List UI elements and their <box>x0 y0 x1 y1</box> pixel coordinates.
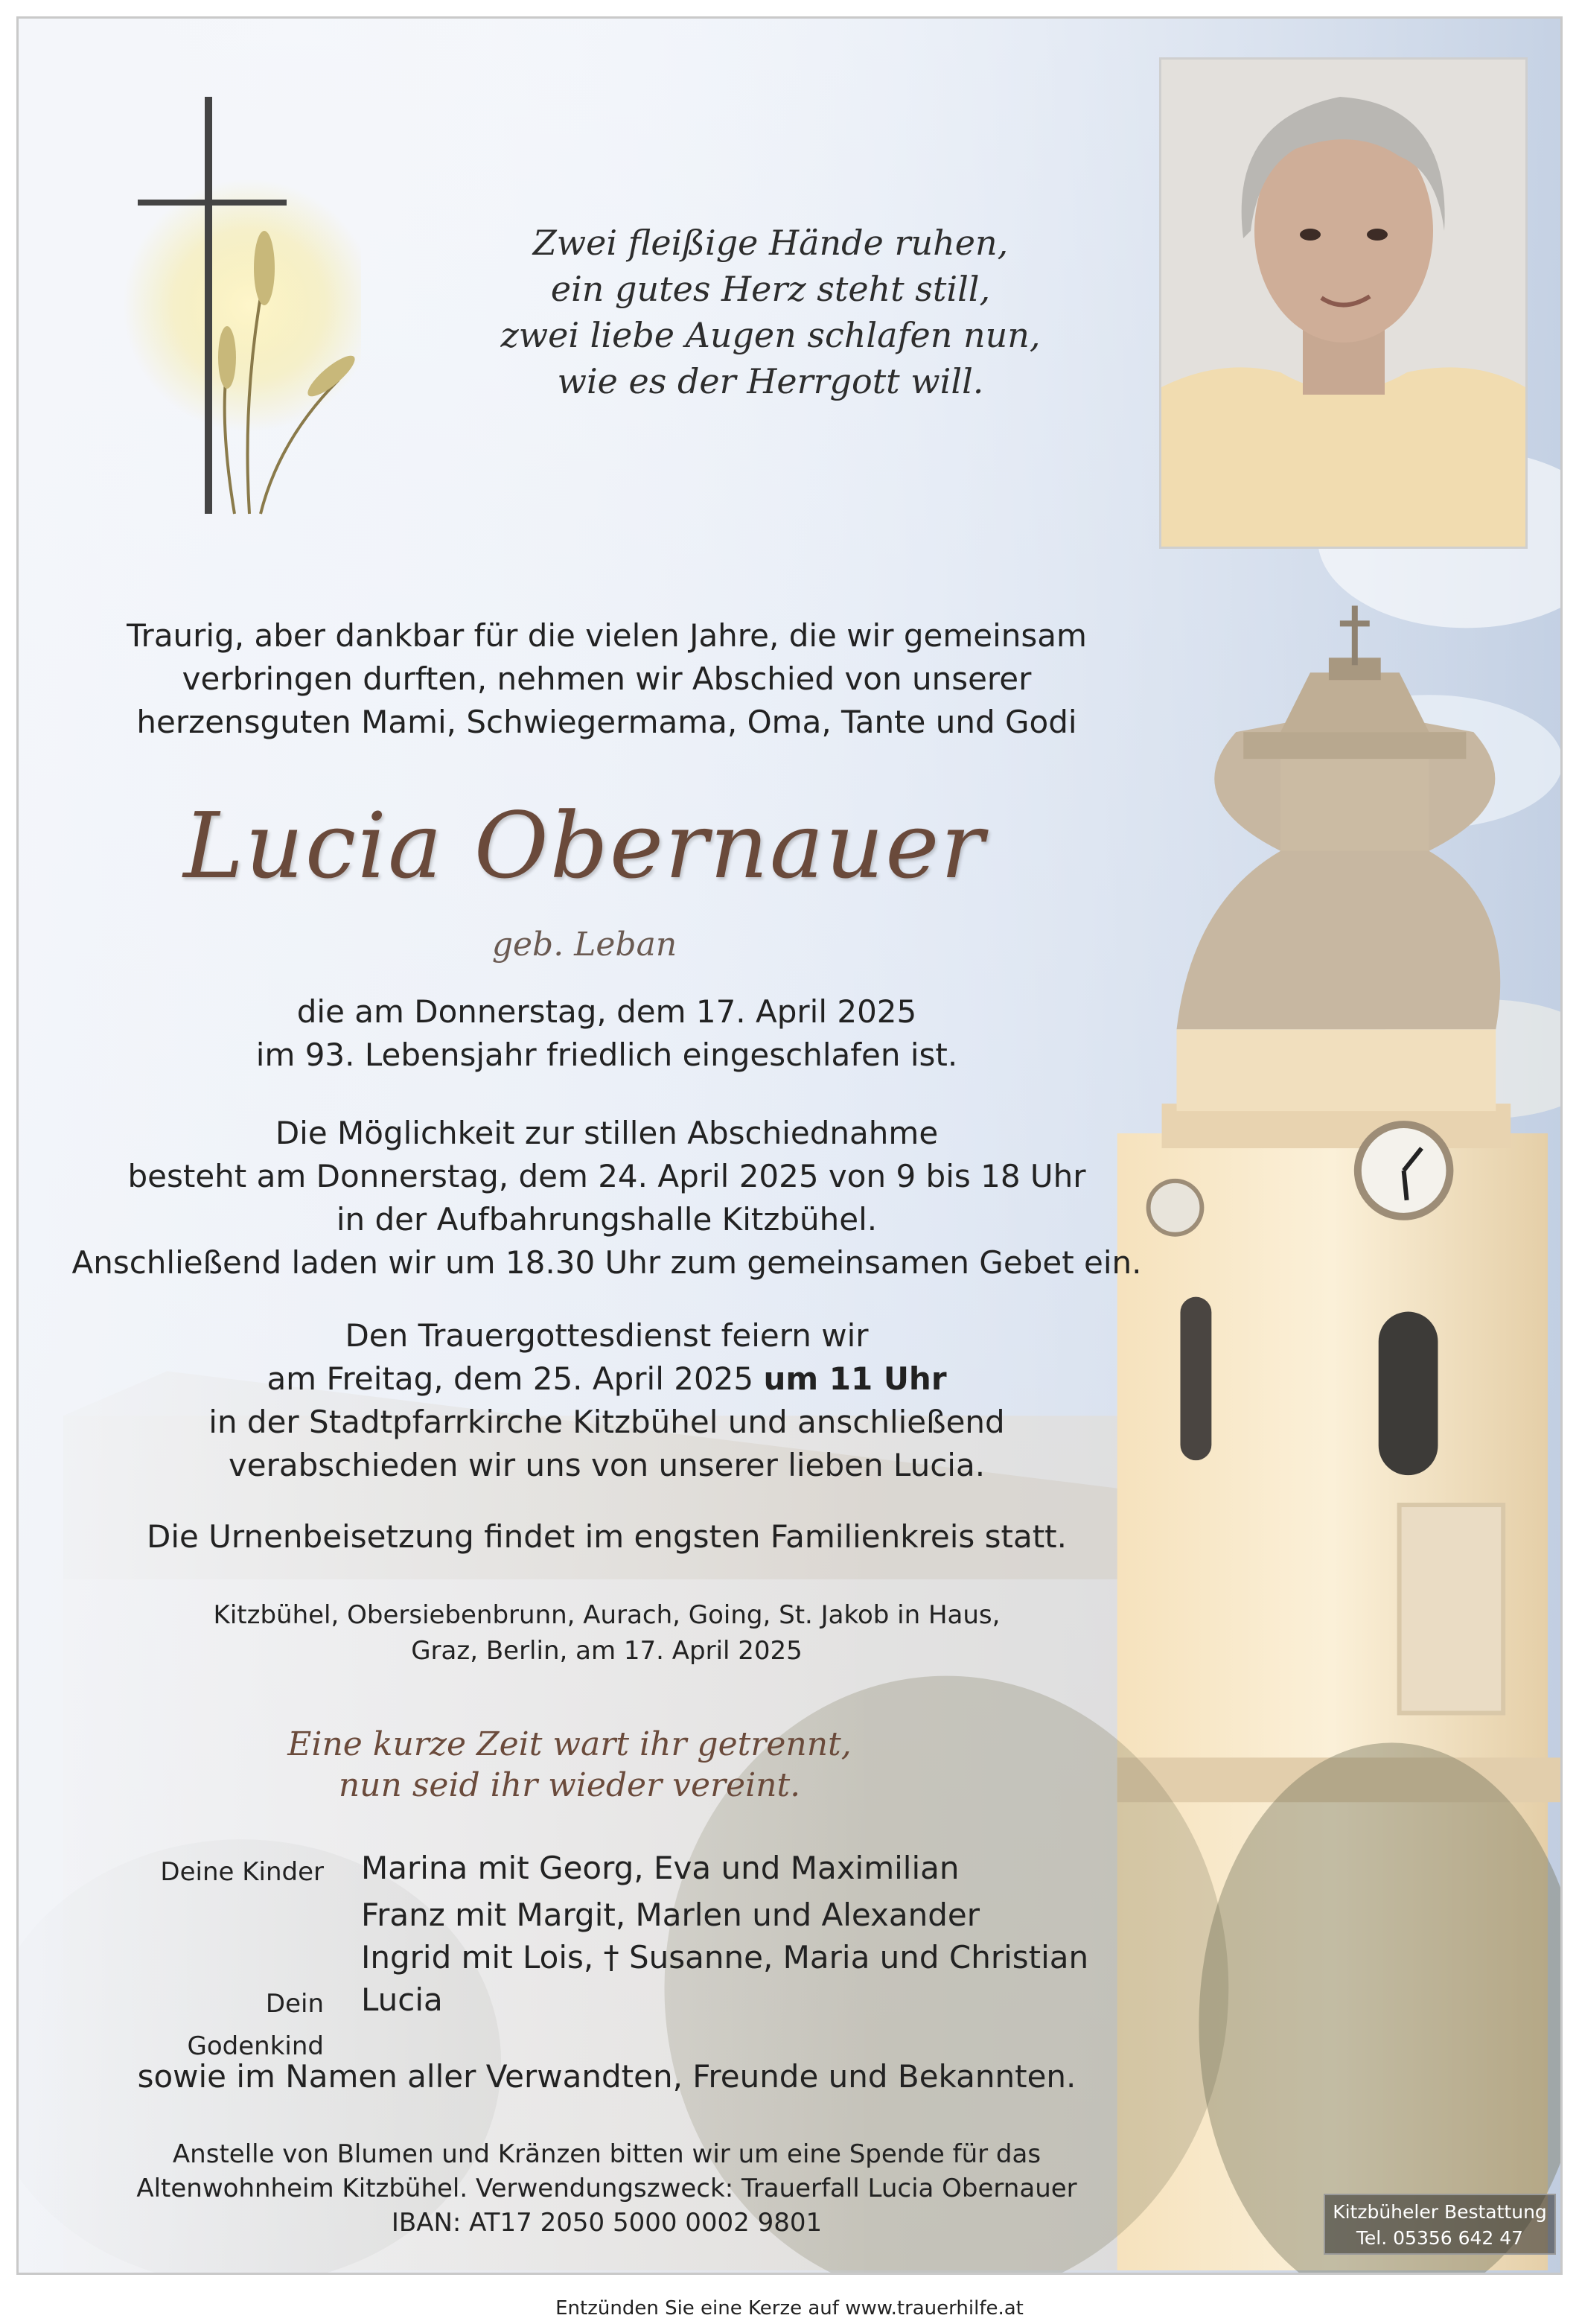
places-line: Kitzbühel, Obersiebenbrunn, Aurach, Going, St. Jakob in Haus, <box>213 1600 1001 1630</box>
places-line: Graz, Berlin, am 17. April 2025 <box>411 1636 803 1666</box>
children-label: Deine Kinder <box>160 1857 324 1887</box>
deceased-name: Lucia Obernauer <box>183 793 986 899</box>
funeral-home-badge <box>1324 2194 1556 2255</box>
donation-line: Anstelle von Blumen und Kränzen bitten wir um eine Spende für das <box>172 2139 1041 2169</box>
verse-line: ein gutes Herz steht still, <box>550 269 991 309</box>
children-entry: Ingrid mit Lois, † Susanne, Maria und Christian <box>361 1939 1089 1976</box>
family-row <box>138 1936 1088 1978</box>
family-row <box>138 1978 1088 2068</box>
funeral-line: verabschieden wir uns von unserer lieben Lucia. <box>228 1447 986 1483</box>
places-date <box>160 1597 1053 1669</box>
donation-info <box>123 2137 1091 2240</box>
death-notice-line: die am Donnerstag, dem 17. April 2025 <box>296 993 917 1030</box>
motto <box>235 1724 905 1806</box>
intro-text <box>86 614 1128 744</box>
relatives-line: sowie im Namen aller Verwandten, Freunde und Bekannten. <box>137 2058 1076 2095</box>
verse-line: zwei liebe Augen schlafen nun, <box>500 315 1041 355</box>
funeral-info <box>48 1314 1165 1487</box>
funeral-line: Den Trauergottesdienst feiern wir <box>345 1317 869 1354</box>
obituary-sheet <box>16 16 1563 2275</box>
funeral-home-name: Kitzbüheler Bestattung <box>1333 2201 1547 2223</box>
funeral-line <box>48 1357 1165 1401</box>
death-notice-line: im 93. Lebensjahr friedlich eingeschlafen ist. <box>255 1037 958 1073</box>
intro-line: Traurig, aber dankbar für die vielen Jahre, die wir gemeinsam <box>127 617 1087 654</box>
motto-line: Eine kurze Zeit wart ihr getrennt, <box>287 1725 852 1763</box>
donation-line: Altenwohnheim Kitzbühel. Verwendungszweck: Trauerfall Lucia Obernauer <box>136 2174 1077 2203</box>
viewing-info <box>48 1112 1165 1284</box>
verse-line: Zwei fleißige Hände ruhen, <box>532 223 1009 263</box>
children-entry: Marina mit Georg, Eva und Maximilian <box>361 1850 960 1886</box>
intro-line: herzensguten Mami, Schwiegermama, Oma, Tante und Godi <box>136 704 1077 740</box>
family-row <box>138 1894 1088 1936</box>
godchild-label: Dein Godenkind <box>187 1989 324 2061</box>
mourners-list <box>138 1847 1088 2068</box>
funeral-time: um 11 Uhr <box>763 1360 947 1397</box>
verse <box>436 220 1106 404</box>
intro-line: verbringen durften, nehmen wir Abschied von unserer <box>182 660 1032 697</box>
godchild-entry: Lucia <box>361 1981 443 2018</box>
donation-line: IBAN: AT17 2050 5000 0002 9801 <box>391 2208 823 2238</box>
funeral-home-phone: Tel. 05356 642 47 <box>1356 2227 1524 2249</box>
funeral-line: in der Stadtpfarrkirche Kitzbühel und anschließend <box>208 1404 1005 1440</box>
verse-line: wie es der Herrgott will. <box>557 361 984 401</box>
death-notice <box>48 990 1165 1077</box>
family-row <box>138 1847 1088 1894</box>
urn-info: Die Urnenbeisetzung findet im engsten Familienkreis statt. <box>146 1518 1067 1555</box>
viewing-line: in der Aufbahrungshalle Kitzbühel. <box>336 1201 878 1238</box>
viewing-line: Die Möglichkeit zur stillen Abschiednahme <box>275 1115 939 1151</box>
viewing-line: Anschließend laden wir um 18.30 Uhr zum gemeinsamen Gebet ein. <box>71 1244 1142 1281</box>
footer-link[interactable]: Entzünden Sie eine Kerze auf www.trauerhilfe.at <box>555 2297 1024 2320</box>
children-entry: Franz mit Margit, Marlen und Alexander <box>361 1897 980 1933</box>
maiden-name: geb. Leban <box>491 926 677 964</box>
cross-wheat-icon <box>115 82 361 648</box>
motto-line: nun seid ihr wieder vereint. <box>338 1766 801 1804</box>
viewing-line: besteht am Donnerstag, dem 24. April 2025 von 9 bis 18 Uhr <box>127 1158 1086 1194</box>
portrait-photo <box>1159 57 1528 549</box>
funeral-date: am Freitag, dem 25. April 2025 <box>267 1360 764 1397</box>
